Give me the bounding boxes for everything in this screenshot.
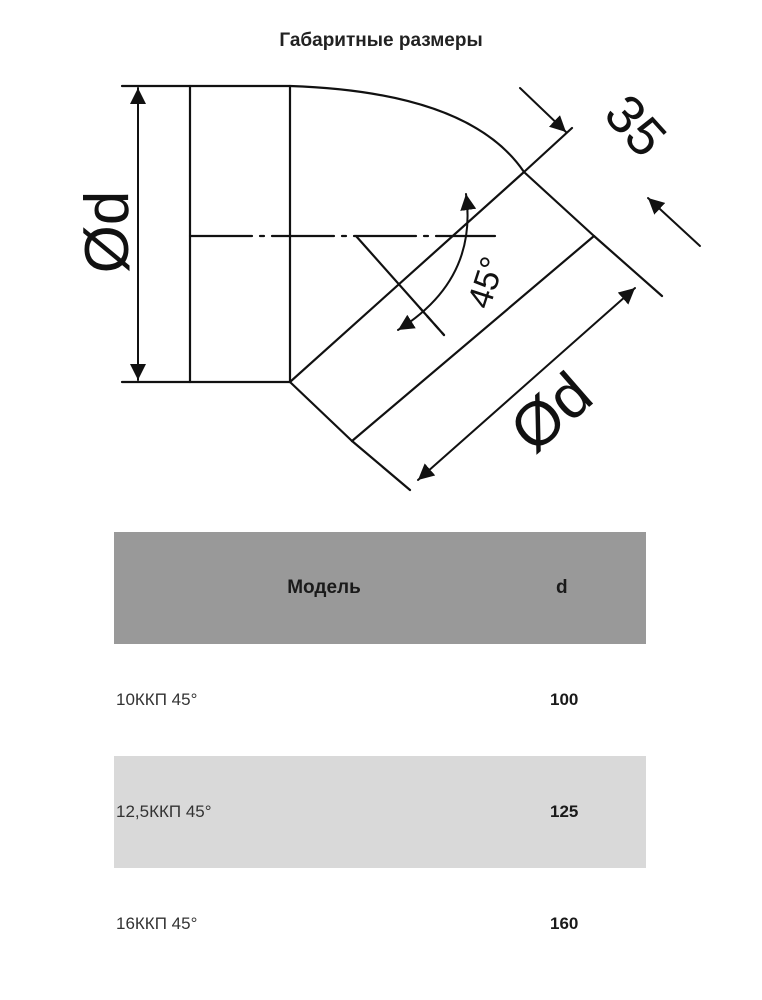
cell-d: 160	[550, 914, 579, 933]
elbow-outer-arc	[290, 86, 524, 172]
header-d: d	[556, 577, 568, 598]
socket-inner-edge	[290, 382, 352, 441]
arrow-35-lower	[648, 198, 700, 246]
cell-d: 100	[550, 690, 579, 709]
extension-line-socket	[352, 441, 410, 490]
table-header-row	[114, 532, 646, 644]
label-d-right: Ød	[497, 359, 606, 466]
table-row	[114, 644, 646, 756]
table-row	[114, 868, 646, 980]
angle-arc	[398, 194, 468, 330]
extension-line-35-b	[594, 236, 662, 296]
table-row	[114, 756, 646, 868]
arrow-35-upper	[520, 88, 566, 132]
header-model: Модель	[287, 577, 361, 598]
cell-model: 12,5ККП 45°	[116, 802, 212, 821]
dimension-line-right	[418, 288, 635, 480]
extension-line-35-a	[524, 128, 572, 172]
page-title: Габаритные размеры	[279, 30, 483, 51]
cell-model: 10ККП 45°	[116, 690, 198, 709]
label-angle: 45°	[460, 252, 513, 313]
label-35: 35	[592, 83, 678, 169]
cell-model: 16ККП 45°	[116, 914, 198, 933]
label-d-left: Ød	[73, 190, 142, 274]
pipe-outline	[190, 86, 290, 382]
cell-d: 125	[550, 802, 579, 821]
